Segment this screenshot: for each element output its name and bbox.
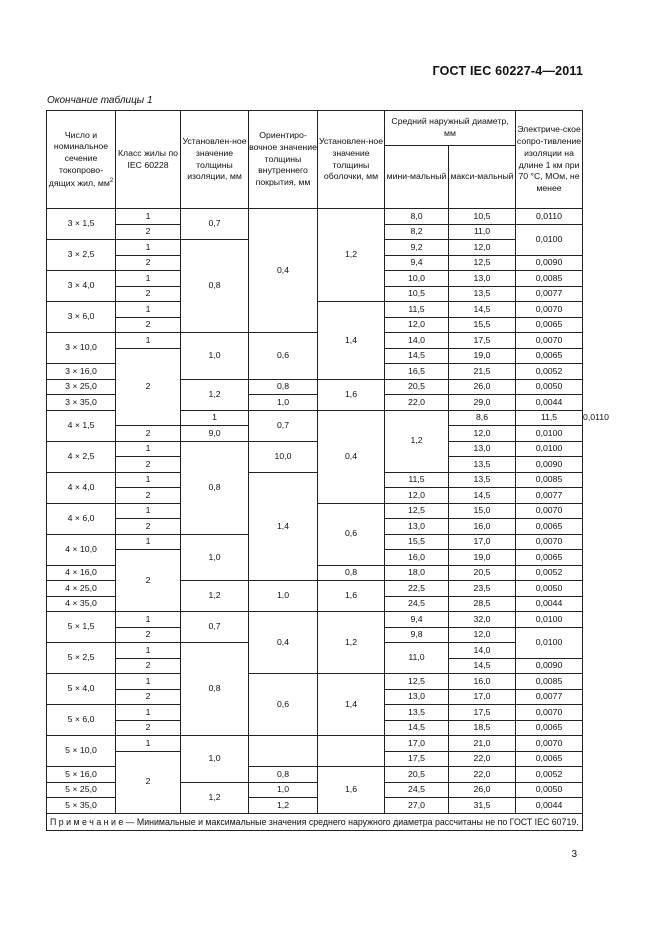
cell-dmax: 15,0 <box>449 503 516 519</box>
cell-dmin: 20,5 <box>385 767 449 783</box>
cell-resistance: 0,0077 <box>516 488 583 504</box>
cell-dmin: 27,0 <box>385 798 449 814</box>
cell-class: 1 <box>116 736 181 752</box>
cell-inner: 0,6 <box>249 674 318 736</box>
cell-dmin: 14,5 <box>385 720 449 736</box>
cell-dmax: 15,5 <box>449 317 516 333</box>
cell-class: 2 <box>116 550 181 612</box>
cell-dmax: 29,0 <box>449 395 516 411</box>
cell-size: 3 × 2,5 <box>47 240 116 271</box>
cell-dmin: 22,5 <box>385 581 449 597</box>
cell-sheath: 1,4 <box>249 472 318 581</box>
cell-insulation: 0,7 <box>181 209 249 240</box>
cell-insulation: 1,0 <box>181 333 249 380</box>
cell-class: 2 <box>116 627 181 643</box>
cell-dmax: 11,5 <box>516 410 583 426</box>
cell-size: 3 × 6,0 <box>47 302 116 333</box>
cell-class: 1 <box>116 441 181 457</box>
cell-resistance: 0,0070 <box>516 534 583 550</box>
cell-insulation: 0,8 <box>181 643 249 736</box>
cell-resistance: 0,0050 <box>516 581 583 597</box>
cell-dmin: 14,5 <box>385 348 449 364</box>
cell-dmin: 12,5 <box>385 503 449 519</box>
cell-dmax: 13,0 <box>449 271 516 287</box>
cell-dmax: 16,0 <box>449 519 516 535</box>
cell-resistance: 0,0100 <box>516 224 583 255</box>
cell-dmax: 14,0 <box>449 643 516 659</box>
cell-resistance: 0,0065 <box>516 348 583 364</box>
cell-resistance: 0,0100 <box>516 441 583 457</box>
cell-dmax: 18,5 <box>449 720 516 736</box>
cell-dmax: 13,5 <box>449 286 516 302</box>
cell-size: 4 × 1,5 <box>47 410 116 441</box>
cell-dmin: 24,5 <box>385 782 449 798</box>
header-conductor-class: Класс жилы по IEC 60228 <box>116 111 181 209</box>
cell-inner: 1,0 <box>249 395 318 411</box>
header-insulation: Установлен-ное значение толщины изоляции, мм <box>181 111 249 209</box>
cell-dmin: 10,0 <box>249 441 318 472</box>
cell-dmax: 14,5 <box>449 302 516 318</box>
cell-resistance: 0,0052 <box>516 767 583 783</box>
cell-size: 3 × 10,0 <box>47 333 116 364</box>
cell-size: 3 × 4,0 <box>47 271 116 302</box>
cell-size: 4 × 6,0 <box>47 503 116 534</box>
cell-size: 4 × 4,0 <box>47 472 116 503</box>
header-cross-section: Число и номинальное сечение токопрово-дящих жил, $мм^2$ <box>47 111 116 209</box>
cell-sheath: 1,4 <box>318 674 385 736</box>
cell-resistance: 0,0077 <box>516 286 583 302</box>
cell-class: 1 <box>116 534 181 550</box>
cell-insulation: 1,2 <box>181 782 249 813</box>
cable-spec-table: Число и номинальное сечение токопрово-дящих жил, $мм^2$ Класс жилы по IEC 60228 Установлен-ное значение толщины изоляции, мм Ориентиро-вочное значение толщины внутреннего покрытия, мм Установлен-ное значение толщины оболочки, мм Средний наружный диаметр, мм Электриче-ское сопро-тивление изоляции на длине 1 км при 70 °С, МОм, не менее мини-мальный макси-мальный 3 × 1,5 1 0,7 0,4 1,2 8,0 10,5 0,0110 2 8,2 11,0 0,0100 3 × 2,5 1 0,8 9,2 12,0 2 9,4 12,5 0,0090 3 × 4,0 1 10,0 13,0 0,0085 2 10,5 13,5 0,0077 3 × 6,0 1 1,4 11,5 14,5 0,0070 2 12,0 15,5 0,0065 3 × 10,0 1 1,0 0,6 14,0 17,5 0,0070 2 14,5 19,0 0,0065 3 × 16,0 16,5 21,5 0,0052 3 × 25,0 1,2 0,8 1,6 20,5 26,0 0,0050 3 × 35,0 1,0 22,0 29,0 0,0044 4 × 1,5 1 0,7 0,4 1,2 8,6 11,5 0,0110 2 9,0 12,0 0,0100 4 × 2,5 1 0,8 10,0 13,0 0,0100 2 13,5 0,0090 4 × 4,0 1 1,4 11,5 13,5 0,0085 2 12,0 14,5 0,0077 4 × 6,0 1 0,6 12,5 15,0 0,0070 2 13,0 16,0 0,0065 4 × 10,0 1 1,0 15,5 17,0 0,0070 2 16,0 19,0 0,0065 4 × 16,0 0,8 18,0 20,5 0,0052 4 × 25,0 1,2 1,0 1,6 22,5 23,5 0,0050 4 × 35,0 24,5 28,5 0,0044 5 × 1,5 1 0,7 0,4 1,2 9,4 32,0 0,0100 2 9,8 12,0 0,0100 5 × 2,5 1 0,8 11,0 14,0 2 14,5 0,0090 5 × 4,0 1 0,6 1,4 12,5 16,0 0,0085 2 13,0 17,0 0,0077 5 × 6,0 1 13,5 17,5 0,0070 2 14,5 18,5 0,0065 5 × 10,0 1 1,0 17,0 21,0 0,0070 2 17,5 22,0 0,0065 5 × 16,0 0,8 1,6 20,5 22,0 0,0052 5 × 25,0 1,2 1,0 24,5 26,0 0,0050 5 × 35,0 1,2 27,0 31,5 0,0044 П р и м е ч а н и е — Минимальные и максимальные значения среднего наружного диаметра рассчитаны не по ГОСТ IEC 60719. <box>46 110 583 831</box>
cell-class: 2 <box>116 224 181 240</box>
cell-class: 1 <box>116 333 181 349</box>
cell-dmax: 21,5 <box>449 364 516 380</box>
cell-resistance: 0,0090 <box>516 457 583 473</box>
cell-class: 1 <box>116 643 181 659</box>
cell-resistance: 0,0110 <box>516 209 583 225</box>
cell-class: 1 <box>116 302 181 318</box>
cell-resistance: 0,0100 <box>516 612 583 628</box>
cell-dmin: 12,0 <box>385 488 449 504</box>
cell-dmax: 14,5 <box>449 488 516 504</box>
cell-size: 4 × 35,0 <box>47 596 116 612</box>
cell-class: 2 <box>116 457 181 473</box>
cell-class: 1 <box>116 674 181 690</box>
cell-dmin: 9,4 <box>385 255 449 271</box>
cell-size: 4 × 2,5 <box>47 441 116 472</box>
cell-dmax: 22,0 <box>449 767 516 783</box>
cell-dmin: 11,0 <box>385 643 449 674</box>
cell-dmin: 18,0 <box>385 565 449 581</box>
cell-inner: 0,8 <box>249 379 318 395</box>
cell-dmin: 17,5 <box>385 751 449 767</box>
cell-dmin: 9,4 <box>385 612 449 628</box>
cell-class: 2 <box>116 519 181 535</box>
document-header: ГОСТ IEC 60227-4—2011 <box>432 64 583 78</box>
cell-inner: 1,0 <box>249 581 318 612</box>
cell-class: 1 <box>116 705 181 721</box>
cell-insulation: 0,7 <box>181 612 249 643</box>
cell-resistance: 0,0044 <box>516 798 583 814</box>
cell-insulation: 0,8 <box>181 240 249 333</box>
cell-dmin: 17,0 <box>385 736 449 752</box>
cell-insulation: 1,2 <box>181 581 249 612</box>
cell-class: 2 <box>116 720 181 736</box>
cell-size: 4 × 16,0 <box>47 565 116 581</box>
cell-dmax: 13,5 <box>449 457 516 473</box>
cell-dmin: 14,0 <box>385 333 449 349</box>
table-note: П р и м е ч а н и е — Минимальные и максимальные значения среднего наружного диаметра рассчитаны не по ГОСТ IEC 60719. <box>47 813 583 831</box>
cell-size: 5 × 1,5 <box>47 612 116 643</box>
cell-resistance: 0,0070 <box>516 302 583 318</box>
cell-resistance: 0,0070 <box>516 333 583 349</box>
cell-dmin: 20,5 <box>385 379 449 395</box>
cell-class: 1 <box>116 612 181 628</box>
cell-class: 2 <box>116 286 181 302</box>
cell-resistance: 0,0044 <box>516 596 583 612</box>
cell-size: 3 × 35,0 <box>47 395 116 411</box>
cell-dmin: 12,5 <box>385 674 449 690</box>
cell-class: 2 <box>116 317 181 333</box>
cell-dmax: 17,0 <box>449 689 516 705</box>
cell-resistance: 0,0065 <box>516 720 583 736</box>
cell-resistance: 0,0100 <box>516 426 583 442</box>
cell-size: 4 × 10,0 <box>47 534 116 565</box>
cell-dmax: 12,0 <box>449 240 516 256</box>
cell-class: 2 <box>116 348 181 426</box>
cell-dmin: 11,5 <box>385 472 449 488</box>
cell-sheath: 1,2 <box>318 612 385 674</box>
cell-size: 3 × 25,0 <box>47 379 116 395</box>
header-diameter-max: макси-мальный <box>449 146 516 209</box>
cell-class: 2 <box>116 426 181 442</box>
cell-dmax: 12,0 <box>449 426 516 442</box>
cell-dmin: 13,0 <box>385 689 449 705</box>
cell-dmax: 26,0 <box>449 782 516 798</box>
cell-class: 1 <box>116 240 181 256</box>
cell-sheath: 1,2 <box>385 410 449 472</box>
cell-resistance: 0,0100 <box>516 627 583 658</box>
cell-inner: 0,8 <box>318 565 385 581</box>
cell-inner: 0,4 <box>318 410 385 503</box>
cell-inner: 0,8 <box>249 767 318 783</box>
cell-resistance: 0,0065 <box>516 519 583 535</box>
cell-resistance: 0,0077 <box>516 689 583 705</box>
cell-dmin: 22,0 <box>385 395 449 411</box>
cell-dmin: 9,0 <box>181 426 249 442</box>
cell-dmax: 17,5 <box>449 333 516 349</box>
cell-dmax: 10,5 <box>449 209 516 225</box>
cell-class: 1 <box>116 209 181 225</box>
cell-inner: 0,4 <box>249 612 318 674</box>
cell-resistance: 0,0090 <box>516 255 583 271</box>
cell-dmin: 9,2 <box>385 240 449 256</box>
cell-resistance: 0,0065 <box>516 550 583 566</box>
cell-resistance: 0,0085 <box>516 674 583 690</box>
cell-inner: 0,4 <box>249 209 318 333</box>
cell-resistance: 0,0070 <box>516 503 583 519</box>
cell-dmin: 9,8 <box>385 627 449 643</box>
cell-dmin: 8,6 <box>449 410 516 426</box>
cell-dmin: 16,5 <box>385 364 449 380</box>
cell-sheath: 1,6 <box>318 767 385 814</box>
cell-class: 1 <box>116 271 181 287</box>
cell-dmax: 17,5 <box>449 705 516 721</box>
cell-dmin: 24,5 <box>385 596 449 612</box>
header-outer-diameter: Средний наружный диаметр, мм <box>385 111 516 146</box>
cell-size: 5 × 10,0 <box>47 736 116 767</box>
cell-resistance: 0,0065 <box>516 751 583 767</box>
header-sheath: Установлен-ное значение толщины оболочки, мм <box>318 111 385 209</box>
cell-class: 2 <box>116 658 181 674</box>
cell-dmin: 13,5 <box>385 705 449 721</box>
cell-size: 3 × 1,5 <box>47 209 116 240</box>
page-number: 3 <box>571 849 577 860</box>
cell-dmax: 23,5 <box>449 581 516 597</box>
cell-resistance: 0,0085 <box>516 472 583 488</box>
cell-dmin: 11,5 <box>385 302 449 318</box>
cell-resistance: 0,0052 <box>516 565 583 581</box>
cell-dmax: 13,0 <box>449 441 516 457</box>
cell-class: 2 <box>116 751 181 813</box>
cell-resistance: 0,0044 <box>516 395 583 411</box>
table-caption: Окончание таблицы 1 <box>47 95 153 106</box>
cell-inner: 0,6 <box>318 503 385 565</box>
cell-dmin: 12,0 <box>385 317 449 333</box>
cell-resistance: 0,0052 <box>516 364 583 380</box>
cell-size: 5 × 25,0 <box>47 782 116 798</box>
cell-class: 1 <box>116 503 181 519</box>
cell-size: 5 × 35,0 <box>47 798 116 814</box>
cell-class: 1 <box>181 410 249 426</box>
cell-sheath-blank <box>318 736 385 767</box>
cell-dmax: 21,0 <box>449 736 516 752</box>
cell-insulation: 0,8 <box>181 441 249 534</box>
cell-sheath: 1,2 <box>318 209 385 302</box>
cell-resistance: 0,0050 <box>516 379 583 395</box>
cell-sheath: 1,6 <box>318 581 385 612</box>
cell-dmax: 13,5 <box>449 472 516 488</box>
cell-dmax: 26,0 <box>449 379 516 395</box>
header-inner-covering: Ориентиро-вочное значение толщины внутреннего покрытия, мм <box>249 111 318 209</box>
cell-dmax: 19,0 <box>449 348 516 364</box>
cell-dmax: 32,0 <box>449 612 516 628</box>
cell-dmax: 22,0 <box>449 751 516 767</box>
cell-sheath: 1,6 <box>318 379 385 410</box>
cell-resistance: 0,0050 <box>516 782 583 798</box>
cell-resistance: 0,0065 <box>516 317 583 333</box>
cell-size: 5 × 6,0 <box>47 705 116 736</box>
cell-dmin: 8,0 <box>385 209 449 225</box>
cell-inner: 0,6 <box>249 333 318 380</box>
cell-dmin: 15,5 <box>385 534 449 550</box>
cell-dmax: 16,0 <box>449 674 516 690</box>
cell-size: 5 × 4,0 <box>47 674 116 705</box>
cell-dmax: 31,5 <box>449 798 516 814</box>
cell-inner: 1,2 <box>249 798 318 814</box>
cell-dmax: 11,0 <box>449 224 516 240</box>
header-diameter-min: мини-мальный <box>385 146 449 209</box>
cell-class: 2 <box>116 689 181 705</box>
cell-dmin: 10,0 <box>385 271 449 287</box>
cell-dmax: 14,5 <box>449 658 516 674</box>
cell-insulation: 1,0 <box>181 534 249 581</box>
cell-size: 4 × 25,0 <box>47 581 116 597</box>
cell-dmax: 19,0 <box>449 550 516 566</box>
cell-class: 1 <box>116 472 181 488</box>
cell-resistance: 0,0085 <box>516 271 583 287</box>
cell-insulation: 1,2 <box>181 379 249 410</box>
cell-inner: 1,0 <box>249 782 318 798</box>
cell-resistance: 0,0090 <box>516 658 583 674</box>
cell-dmax: 28,5 <box>449 596 516 612</box>
cell-insulation: 1,0 <box>181 736 249 783</box>
cell-sheath: 1,4 <box>318 302 385 380</box>
cell-class: 2 <box>116 255 181 271</box>
cell-dmax: 17,0 <box>449 534 516 550</box>
cell-insulation: 0,7 <box>249 410 318 441</box>
cell-dmin: 13,0 <box>385 519 449 535</box>
cell-inner-blank <box>249 736 318 767</box>
cell-size: 3 × 16,0 <box>47 364 116 380</box>
cell-size: 5 × 16,0 <box>47 767 116 783</box>
cell-dmin: 16,0 <box>385 550 449 566</box>
cell-dmax: 20,5 <box>449 565 516 581</box>
cell-dmin: 8,2 <box>385 224 449 240</box>
cell-dmin: 10,5 <box>385 286 449 302</box>
cell-class: 2 <box>116 488 181 504</box>
cell-resistance: 0,0070 <box>516 705 583 721</box>
cell-dmax: 12,5 <box>449 255 516 271</box>
cell-size: 5 × 2,5 <box>47 643 116 674</box>
header-resistance: Электриче-ское сопро-тивление изоляции на длине 1 км при 70 °С, МОм, не менее <box>516 111 583 209</box>
cell-resistance: 0,0070 <box>516 736 583 752</box>
cell-dmax: 12,0 <box>449 627 516 643</box>
